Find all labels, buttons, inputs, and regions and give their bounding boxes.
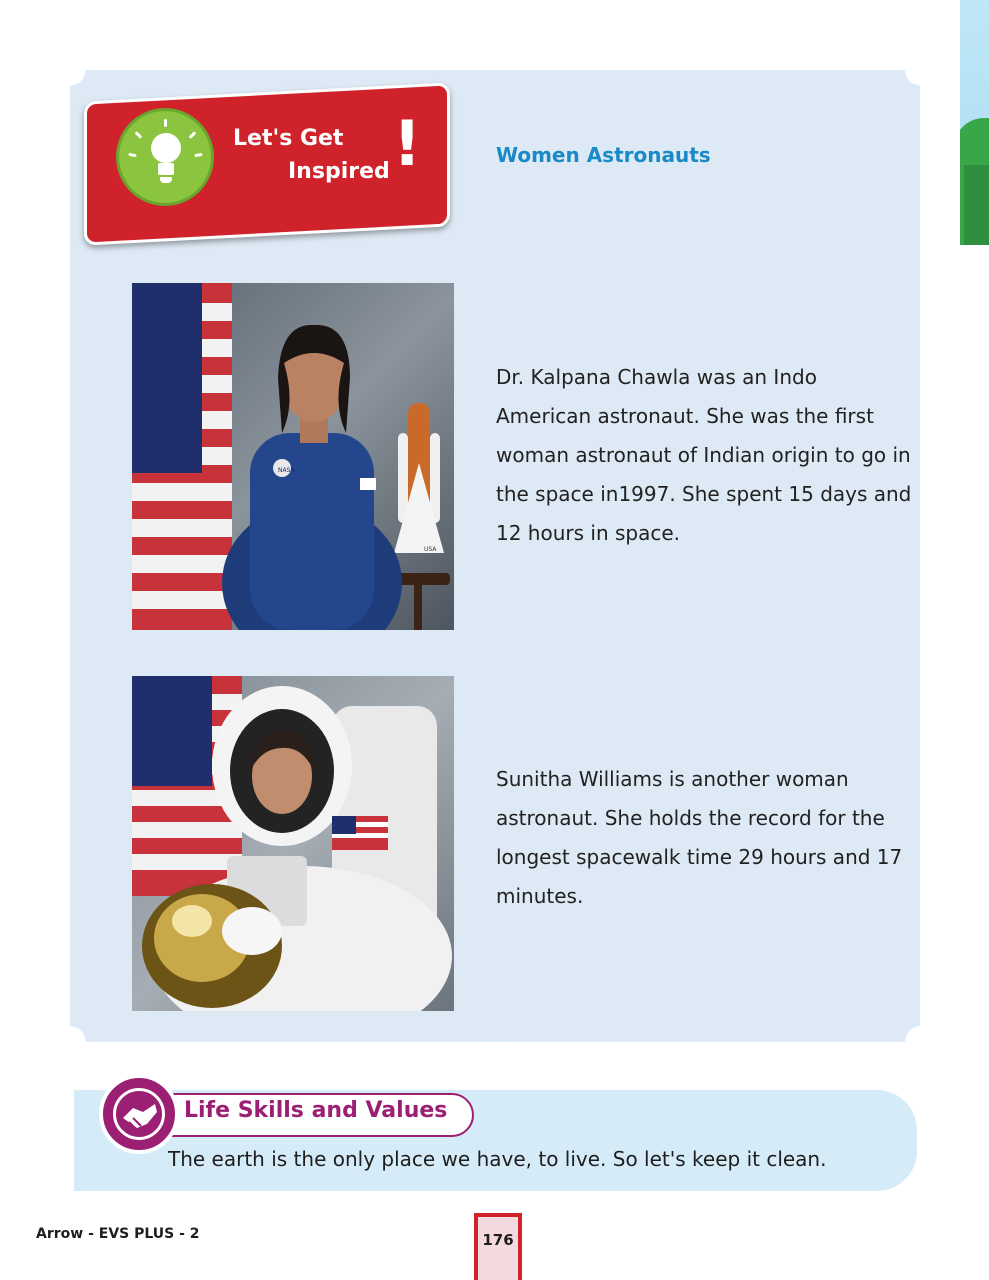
page-number: 176 [474, 1213, 522, 1280]
kalpana-chawla-photo [132, 283, 454, 630]
handshake-icon [99, 1074, 179, 1154]
exclamation-mark: ! [393, 107, 422, 180]
astronaut-spacesuit-illustration [132, 676, 454, 1011]
kalpana-chawla-description: Dr. Kalpana Chawla was an Indo American astronaut. She was the first woman astronaut of Indian origin to go in the space in1997. She spent 15 days and 12 hours in space. [496, 365, 912, 545]
green-hill-decoration [964, 165, 989, 245]
shuttle-label: USA [424, 546, 437, 553]
badge-title-line1: Let's Get [233, 126, 344, 151]
sunitha-williams-photo [132, 676, 454, 1011]
life-skills-message: The earth is the only place we have, to live. So let's keep it clean. [168, 1147, 827, 1171]
astronaut-portrait-illustration [132, 283, 454, 630]
page-edge-decoration [960, 0, 989, 245]
nasa-patch-label: NASA [278, 467, 295, 474]
life-skills-title: Life Skills and Values [184, 1098, 448, 1123]
badge-title-line2: Inspired [288, 159, 390, 184]
book-title: Arrow - EVS PLUS - 2 [36, 1226, 200, 1242]
lightbulb-icon [116, 108, 214, 206]
section-title: Women Astronauts [496, 143, 711, 167]
sunitha-williams-description: Sunitha Williams is another woman astronaut. She holds the record for the longest spacewalk time 29 hours and 17 minutes. [496, 767, 903, 908]
